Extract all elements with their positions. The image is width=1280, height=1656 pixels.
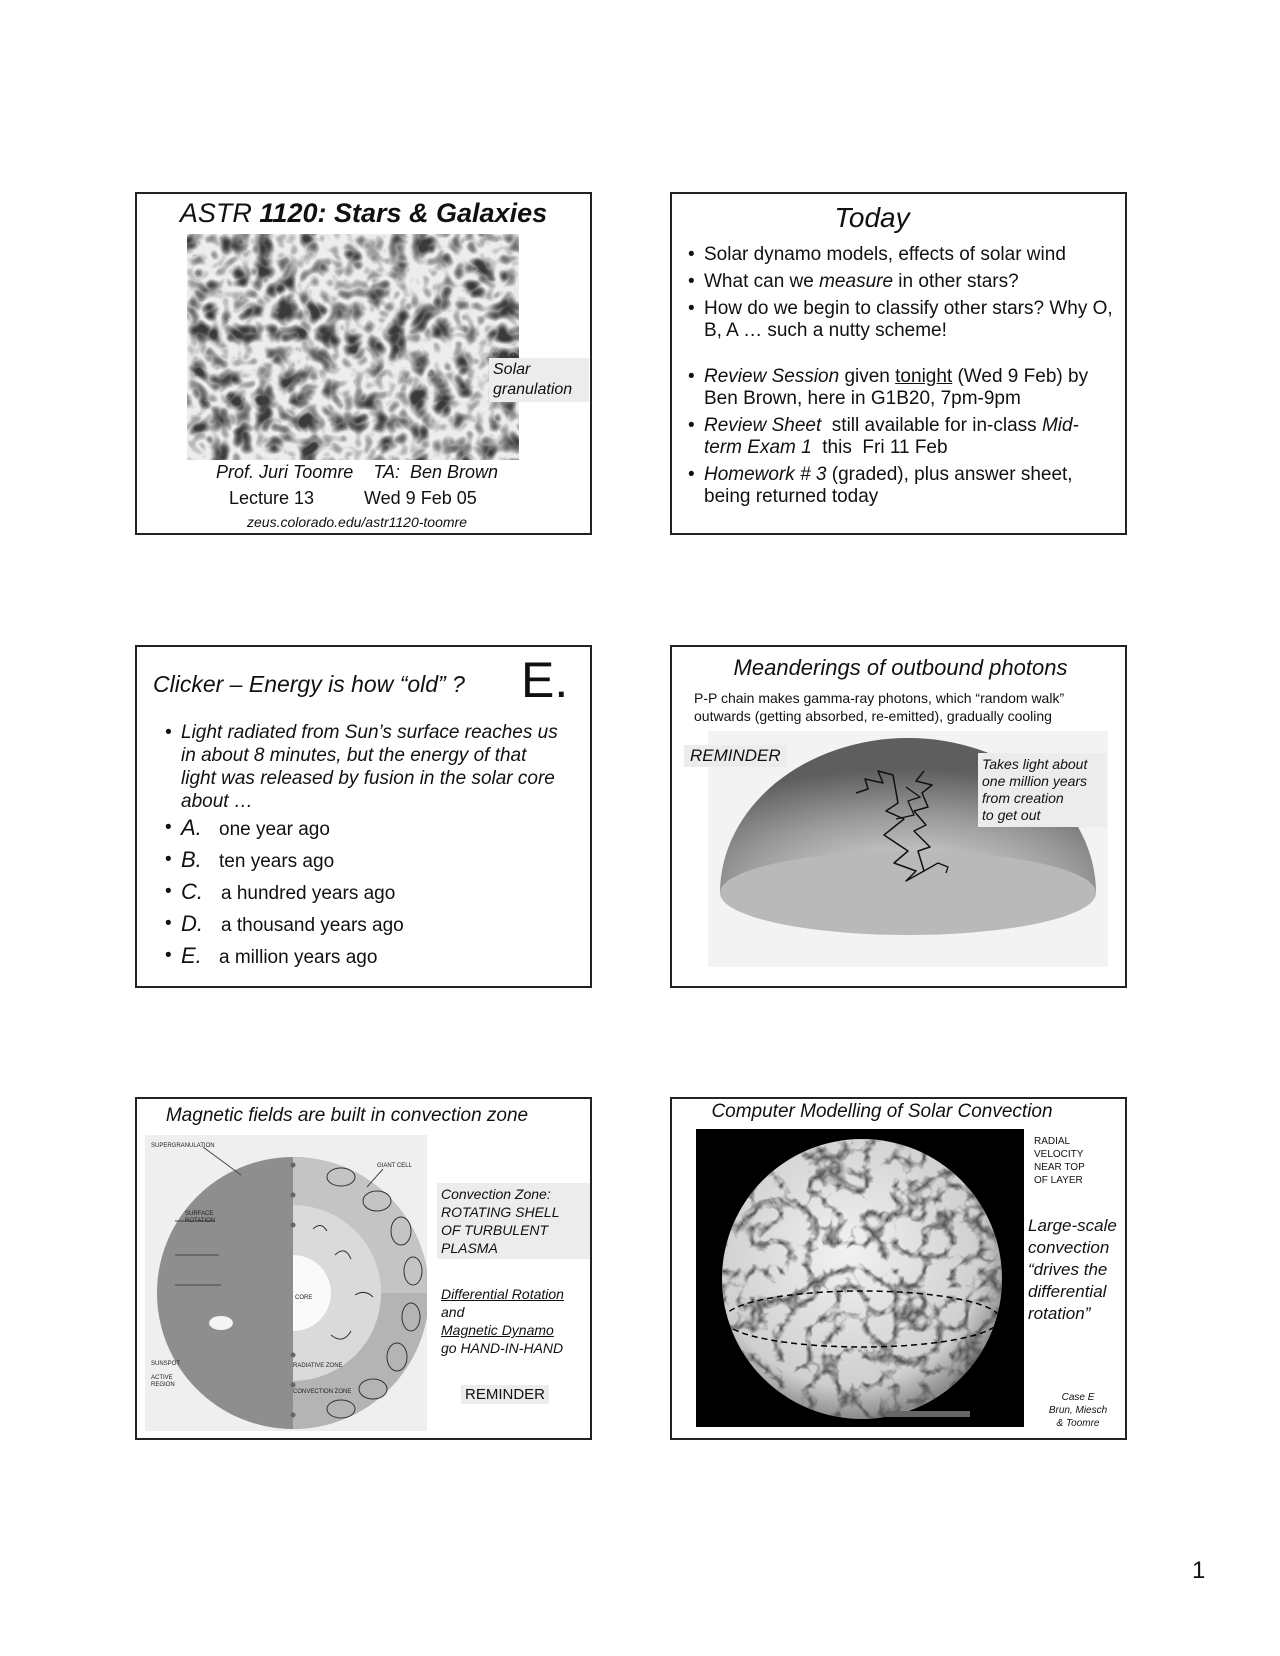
agenda-item: • What can we measure in other stars?: [686, 271, 1116, 293]
label-giant-cell: GIANT CELL: [377, 1163, 412, 1169]
slide-convection-zone: [135, 1097, 592, 1440]
label-surface: SURFACE: [185, 1211, 214, 1217]
slide-clicker: [135, 645, 592, 988]
slide-photon-walk: [670, 645, 1127, 988]
course-code: ASTR: [179, 198, 252, 228]
dynamo-note: Differential Rotation and Magnetic Dynamo go HAND-IN-HAND: [441, 1286, 564, 1356]
option-item: • C. a hundred years ago: [163, 877, 563, 909]
course-name: 1120: Stars & Galaxies: [259, 198, 548, 228]
caption-line-2: granulation: [493, 381, 573, 398]
radial-velocity-label: RADIAL VELOCITY NEAR TOP OF LAYER: [1034, 1136, 1085, 1186]
option-item: • E. a million years ago: [163, 941, 563, 973]
label-region: REGION: [151, 1382, 175, 1388]
course-url: zeus.colorado.edu/astr1120-toomre: [247, 514, 467, 530]
label-core: CORE: [295, 1295, 313, 1301]
reminder-label: REMINDER: [684, 745, 787, 767]
light-time-note: Takes light about one million years from creation to get out: [978, 753, 1106, 827]
model-title: Computer Modelling of Solar Convection: [711, 1101, 1053, 1122]
agenda-item: • Homework # 3 (graded), plus answer sheet, being returned today: [686, 464, 1116, 508]
agenda-item: • Solar dynamo models, effects of solar wind: [686, 244, 1116, 266]
label-active: ACTIVE: [151, 1375, 173, 1381]
slide-course-title: [135, 192, 592, 535]
lecture-number: Lecture 13: [229, 488, 315, 508]
label-rotation: ROTATION: [185, 1218, 216, 1224]
agenda-item: • How do we begin to classify other stars? Why O, B, A … such a nutty scheme!: [686, 298, 1116, 342]
today-agenda: [686, 244, 1116, 508]
clicker-question: [163, 721, 563, 813]
granulation-caption: [489, 358, 589, 402]
label-supergranulation: SUPERGRANULATION: [151, 1143, 215, 1149]
photons-title: Meanderings of outbound photons: [733, 655, 1068, 680]
lecture-date: Wed 9 Feb 05: [364, 488, 477, 508]
caption-line-1: Solar: [493, 361, 531, 378]
credits: Prof. Juri Toomre TA: Ben Brown: [215, 462, 499, 482]
agenda-item: • Review Sheet still available for in-class Mid-term Exam 1 this Fri 11 Feb: [686, 415, 1116, 459]
option-item: • A. one year ago: [163, 813, 563, 845]
today-title: Today: [834, 202, 910, 233]
case-credit: Case E Brun, Miesch & Toomre: [1048, 1392, 1108, 1429]
convection-simulation-sphere: [696, 1129, 1024, 1427]
agenda-item: • Review Session given tonight (Wed 9 Feb) by Ben Brown, here in G1B20, 7pm-9pm: [686, 366, 1116, 410]
solar-granulation-image: [187, 234, 519, 460]
slide-convection-model: [670, 1097, 1127, 1440]
course-title: [137, 198, 590, 229]
label-convection-zone: CONVECTION ZONE: [293, 1389, 352, 1395]
option-item: • D. a thousand years ago: [163, 909, 563, 941]
label-sunspot: SUNSPOT: [151, 1361, 181, 1367]
label-radiative-zone: RADIATIVE ZONE: [293, 1363, 343, 1369]
reminder-label-2: REMINDER: [461, 1385, 549, 1404]
clicker-answer: E.: [521, 652, 569, 708]
convection-zone-note: Convection Zone: ROTATING SHELL OF TURBULENT PLASMA: [437, 1183, 590, 1259]
large-scale-note: Large-scale convection “drives the differential rotation”: [1028, 1216, 1117, 1323]
photons-subtitle: P-P chain makes gamma-ray photons, which “random walk” outwards (getting absorbed, re-emitted), gradually cooling: [694, 690, 1065, 724]
sun-cutaway-diagram: [145, 1135, 427, 1431]
slide-today: [670, 192, 1127, 535]
clicker-title: Clicker – Energy is how “old” ?: [153, 671, 465, 697]
option-item: • B. ten years ago: [163, 845, 563, 877]
convection-title: Magnetic fields are built in convection zone: [165, 1105, 529, 1126]
page-number: 1: [1192, 1557, 1206, 1584]
clicker-options: [163, 813, 563, 973]
question-text: • Light radiated from Sun’s surface reaches us in about 8 minutes, but the energy of that light was released by fusion in the solar core about …: [163, 721, 563, 813]
